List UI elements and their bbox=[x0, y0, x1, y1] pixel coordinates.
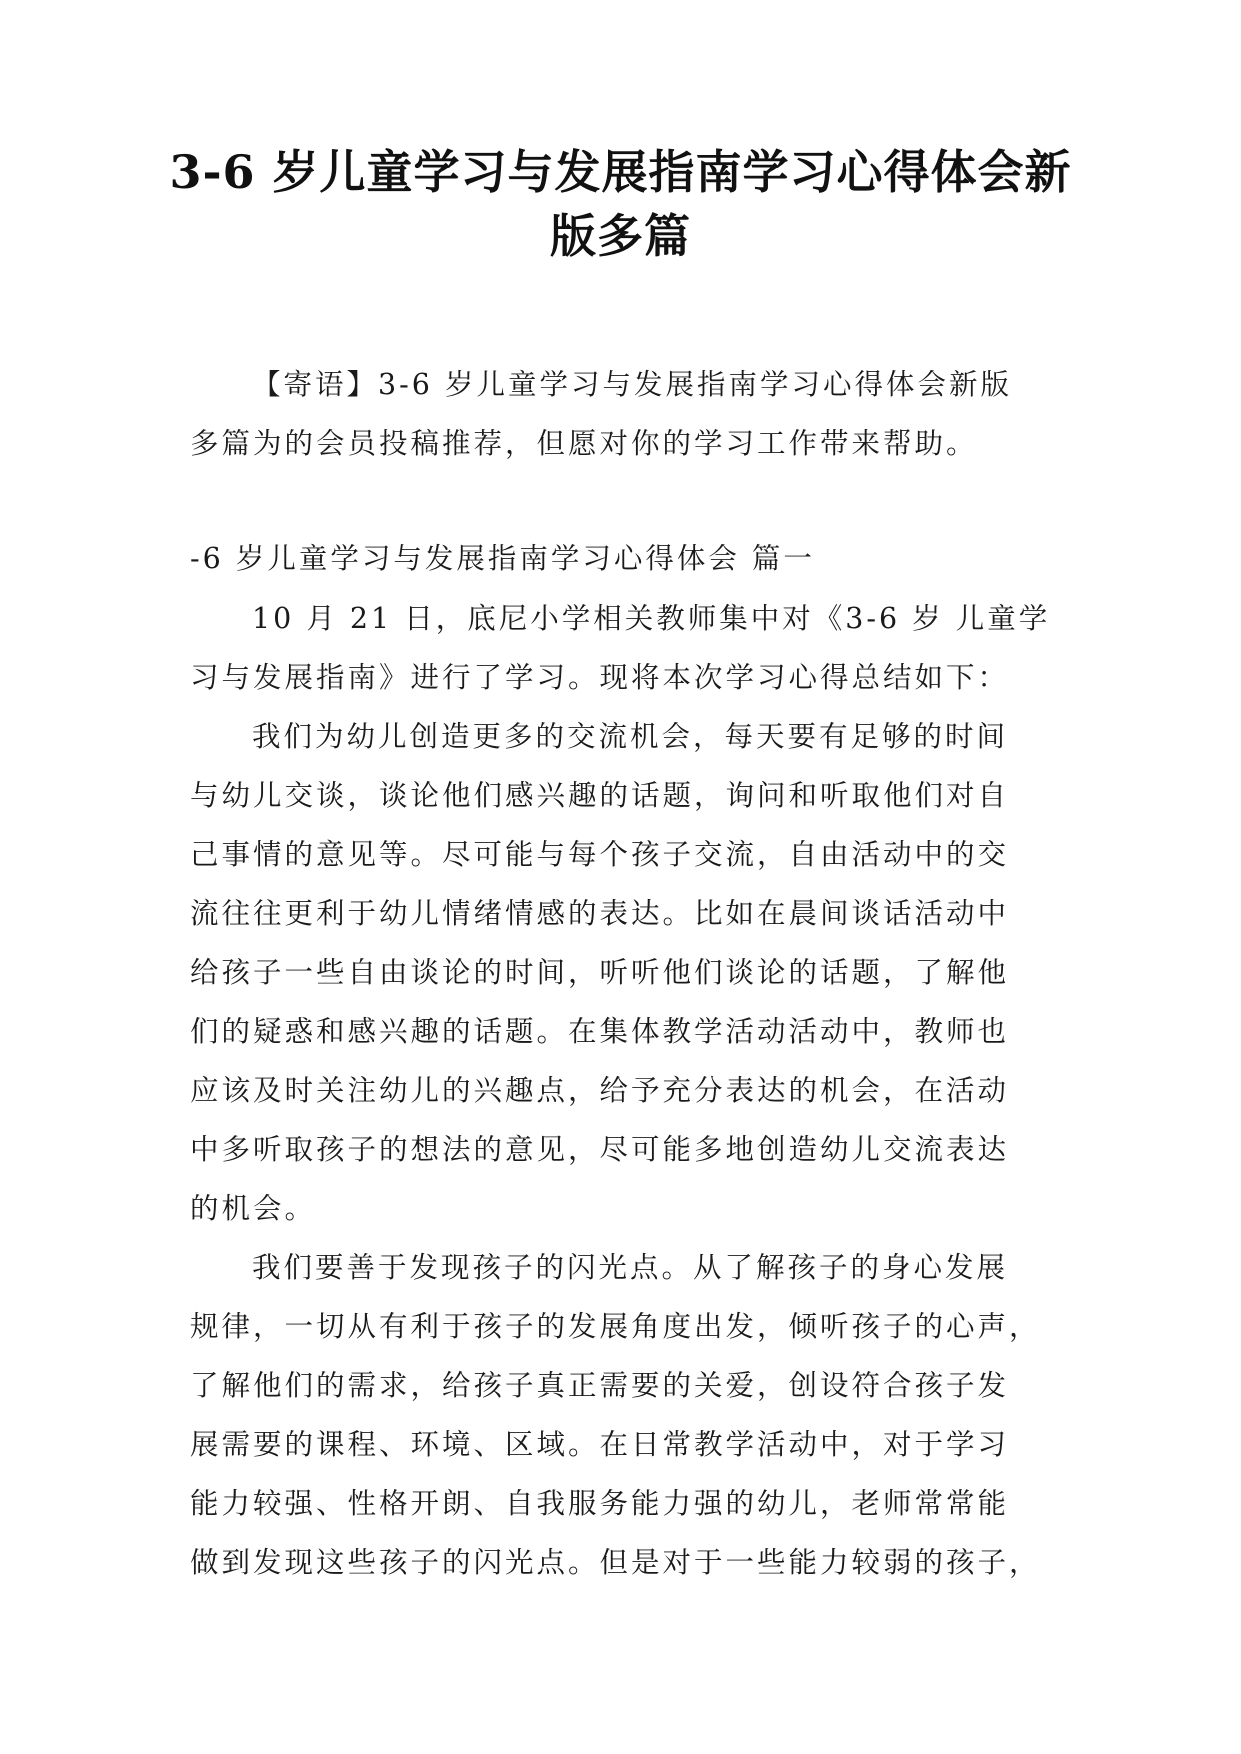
body-content bbox=[190, 589, 1052, 1592]
paragraph-line: 给孩子一些自由谈论的时间，听听他们谈论的话题，了解他 bbox=[190, 956, 1010, 989]
paragraph-line: 习与发展指南》进行了学习。现将本次学习心得总结如下： bbox=[190, 661, 1010, 694]
paragraph-line: 10 月 21 日，底尼小学相关教师集中对《3-6 岁 儿童学 bbox=[252, 602, 1051, 635]
paragraph bbox=[190, 707, 1052, 1238]
paragraph-line: 的机会。 bbox=[190, 1192, 317, 1225]
paragraph-line: 我们为幼儿创造更多的交流机会，每天要有足够的时间 bbox=[252, 720, 1009, 753]
paragraph-line: 我们要善于发现孩子的闪光点。从了解孩子的身心发展 bbox=[252, 1251, 1009, 1284]
paragraph-line: 己事情的意见等。尽可能与每个孩子交流，自由活动中的交 bbox=[190, 838, 1010, 871]
intro-paragraph bbox=[190, 355, 1052, 473]
paragraph-line: 们的疑惑和感兴趣的话题。在集体教学活动活动中，教师也 bbox=[190, 1015, 1010, 1048]
intro-line: 【寄语】3-6 岁儿童学习与发展指南学习心得体会新版 bbox=[252, 368, 1012, 401]
paragraph-line: 展需要的课程、环境、区域。在日常教学活动中，对于学习 bbox=[190, 1428, 1010, 1461]
intro-line: 多篇为的会员投稿推荐，但愿对你的学习工作带来帮助。 bbox=[190, 427, 978, 460]
paragraph-line: 了解他们的需求，给孩子真正需要的关爱，创设符合孩子发 bbox=[190, 1369, 1010, 1402]
title-line: 版多篇 bbox=[550, 209, 691, 263]
paragraph-line: 能力较强、性格开朗、自我服务能力强的幼儿，老师常常能 bbox=[190, 1487, 1010, 1520]
paragraph bbox=[190, 589, 1052, 707]
paragraph-line: 规律，一切从有利于孩子的发展角度出发，倾听孩子的心声， bbox=[190, 1310, 1041, 1343]
paragraph-line: 应该及时关注幼儿的兴趣点，给予充分表达的机会，在活动 bbox=[190, 1074, 1010, 1107]
paragraph-line: 流往往更利于幼儿情绪情感的表达。比如在晨间谈话活动中 bbox=[190, 897, 1010, 930]
section-heading-text: -6 岁儿童学习与发展指南学习心得体会 篇一 bbox=[190, 542, 815, 575]
document-title bbox=[150, 140, 1091, 268]
paragraph-line: 中多听取孩子的想法的意见，尽可能多地创造幼儿交流表达 bbox=[190, 1133, 1010, 1166]
paragraph bbox=[190, 1238, 1052, 1592]
title-line: 3-6 岁儿童学习与发展指南学习心得体会新 bbox=[169, 145, 1072, 199]
section-heading bbox=[190, 529, 1052, 588]
paragraph-line: 与幼儿交谈，谈论他们感兴趣的话题，询问和听取他们对自 bbox=[190, 779, 1010, 812]
paragraph-line: 做到发现这些孩子的闪光点。但是对于一些能力较弱的孩子， bbox=[190, 1546, 1041, 1579]
